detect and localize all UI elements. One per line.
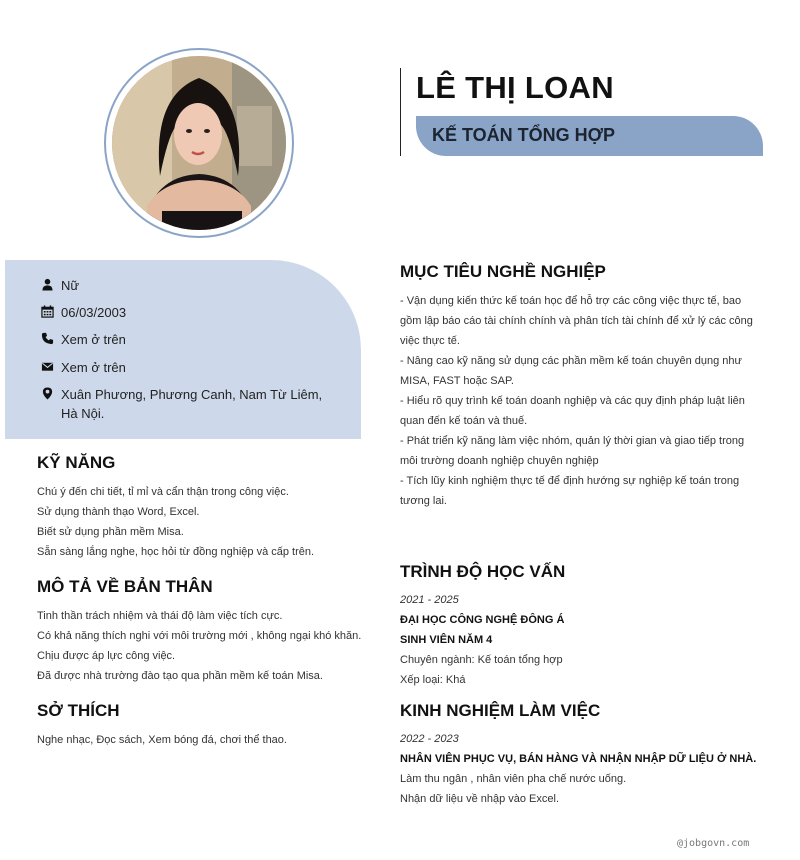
objective-line: - Tích lũy kinh nghiệm thực tế để định hướng sự nghiệp kế toán trong	[400, 475, 740, 487]
contact-birthday	[40, 303, 126, 322]
experience-heading: KINH NGHIỆM LÀM VIỆC	[400, 701, 601, 720]
list-item: Sẵn sàng lắng nghe, học hỏi từ đồng nghiệp và cấp trên.	[37, 546, 315, 558]
address-line-1: Xuân Phương, Phương Canh, Nam Từ Liêm,	[61, 387, 323, 402]
contact-gender	[40, 276, 79, 295]
phone-text: Xem ở trên	[61, 332, 126, 347]
contact-phone	[40, 330, 126, 349]
location-pin-icon	[40, 386, 54, 400]
objective-line: - Vận dụng kiến thức kế toán học để hỗ trợ các công việc thực tế, bao	[400, 295, 742, 307]
address-text	[61, 385, 322, 423]
list-item: Chú ý đến chi tiết, tỉ mỉ và cẩn thận trong công việc.	[37, 486, 289, 498]
objective-line: quan đến kế toán và thuế.	[400, 415, 528, 427]
about-heading: MÔ TẢ VỀ BẢN THÂN	[37, 577, 213, 596]
objective-line: - Nâng cao kỹ năng sử dụng các phần mềm kế toán chuyên dụng như	[400, 355, 742, 367]
job-title: KẾ TOÁN TỔNG HỢP	[432, 125, 616, 145]
person-icon	[40, 277, 54, 291]
list-item: Sử dụng thành thạo Word, Excel.	[37, 506, 200, 518]
skills-heading: KỸ NĂNG	[37, 453, 116, 472]
education-school: ĐẠI HỌC CÔNG NGHỆ ĐÔNG Á	[400, 614, 565, 626]
watermark: @jobgovn.com	[677, 838, 750, 849]
list-item: Đã được nhà trường đào tạo qua phần mềm kế toán Misa.	[37, 670, 323, 682]
education-status: SINH VIÊN NĂM 4	[400, 634, 493, 646]
education-major: Chuyên ngành: Kế toán tổng hợp	[400, 654, 563, 666]
objective-line: - Hiểu rõ quy trình kế toán doanh nghiệp và các quy định pháp luật liên	[400, 395, 745, 407]
hobbies-line: Nghe nhạc, Đọc sách, Xem bóng đá, chơi thể thao.	[37, 734, 287, 746]
objective-line: MISA, FAST hoặc SAP.	[400, 375, 514, 387]
name-divider	[400, 68, 401, 156]
candidate-name: LÊ THỊ LOAN	[416, 70, 614, 105]
education-heading: TRÌNH ĐỘ HỌC VẤN	[400, 562, 566, 581]
birthday-text: 06/03/2003	[61, 305, 127, 320]
objective-line: việc thực tế.	[400, 335, 460, 347]
list-item: Tinh thần trách nhiệm và thái độ làm việc tích cực.	[37, 610, 283, 622]
email-text: Xem ở trên	[61, 360, 126, 375]
objective-heading: MỤC TIÊU NGHỀ NGHIỆP	[400, 262, 606, 281]
objective-line: gồm lập báo cáo tài chính chính và phân tích tài chính để xử lý các công	[400, 315, 753, 327]
hobbies-heading: SỞ THÍCH	[37, 701, 120, 720]
list-item: Có khả năng thích nghi với môi trường mới , không ngại khó khăn.	[37, 630, 362, 642]
list-item: Biết sử dụng phần mềm Misa.	[37, 526, 184, 538]
list-item: Chịu được áp lực công việc.	[37, 650, 176, 662]
gender-text: Nữ	[61, 278, 80, 293]
about-list	[37, 606, 361, 686]
objective-line: môi trường doanh nghiệp chuyên nghiệp	[400, 455, 599, 467]
contact-address	[40, 385, 322, 423]
experience-block	[400, 729, 756, 809]
experience-line: Nhận dữ liệu về nhập vào Excel.	[400, 793, 560, 805]
objective-line: tương lai.	[400, 495, 447, 507]
objective-line: - Phát triển kỹ năng làm việc nhóm, quản lý thời gian và giao tiếp trong	[400, 435, 745, 447]
hobbies-text	[37, 730, 287, 750]
experience-line: Làm thu ngân , nhân viên pha chế nước uống.	[400, 773, 627, 785]
objective-text	[400, 291, 753, 511]
phone-icon	[40, 331, 54, 345]
experience-role: NHÂN VIÊN PHỤC VỤ, BÁN HÀNG VÀ NHẬN NHẬP DỮ LIỆU Ở NHÀ.	[400, 753, 757, 765]
education-block	[400, 590, 564, 690]
avatar	[112, 56, 286, 230]
calendar-icon	[40, 304, 54, 318]
education-rank: Xếp loại: Khá	[400, 674, 466, 686]
profile-photo	[112, 56, 286, 230]
address-line-2: Hà Nội.	[61, 406, 105, 421]
mail-icon	[40, 359, 54, 373]
skills-list	[37, 482, 314, 562]
contact-email	[40, 358, 126, 377]
education-period: 2021 - 2025	[400, 594, 459, 606]
experience-period: 2022 - 2023	[400, 733, 459, 745]
